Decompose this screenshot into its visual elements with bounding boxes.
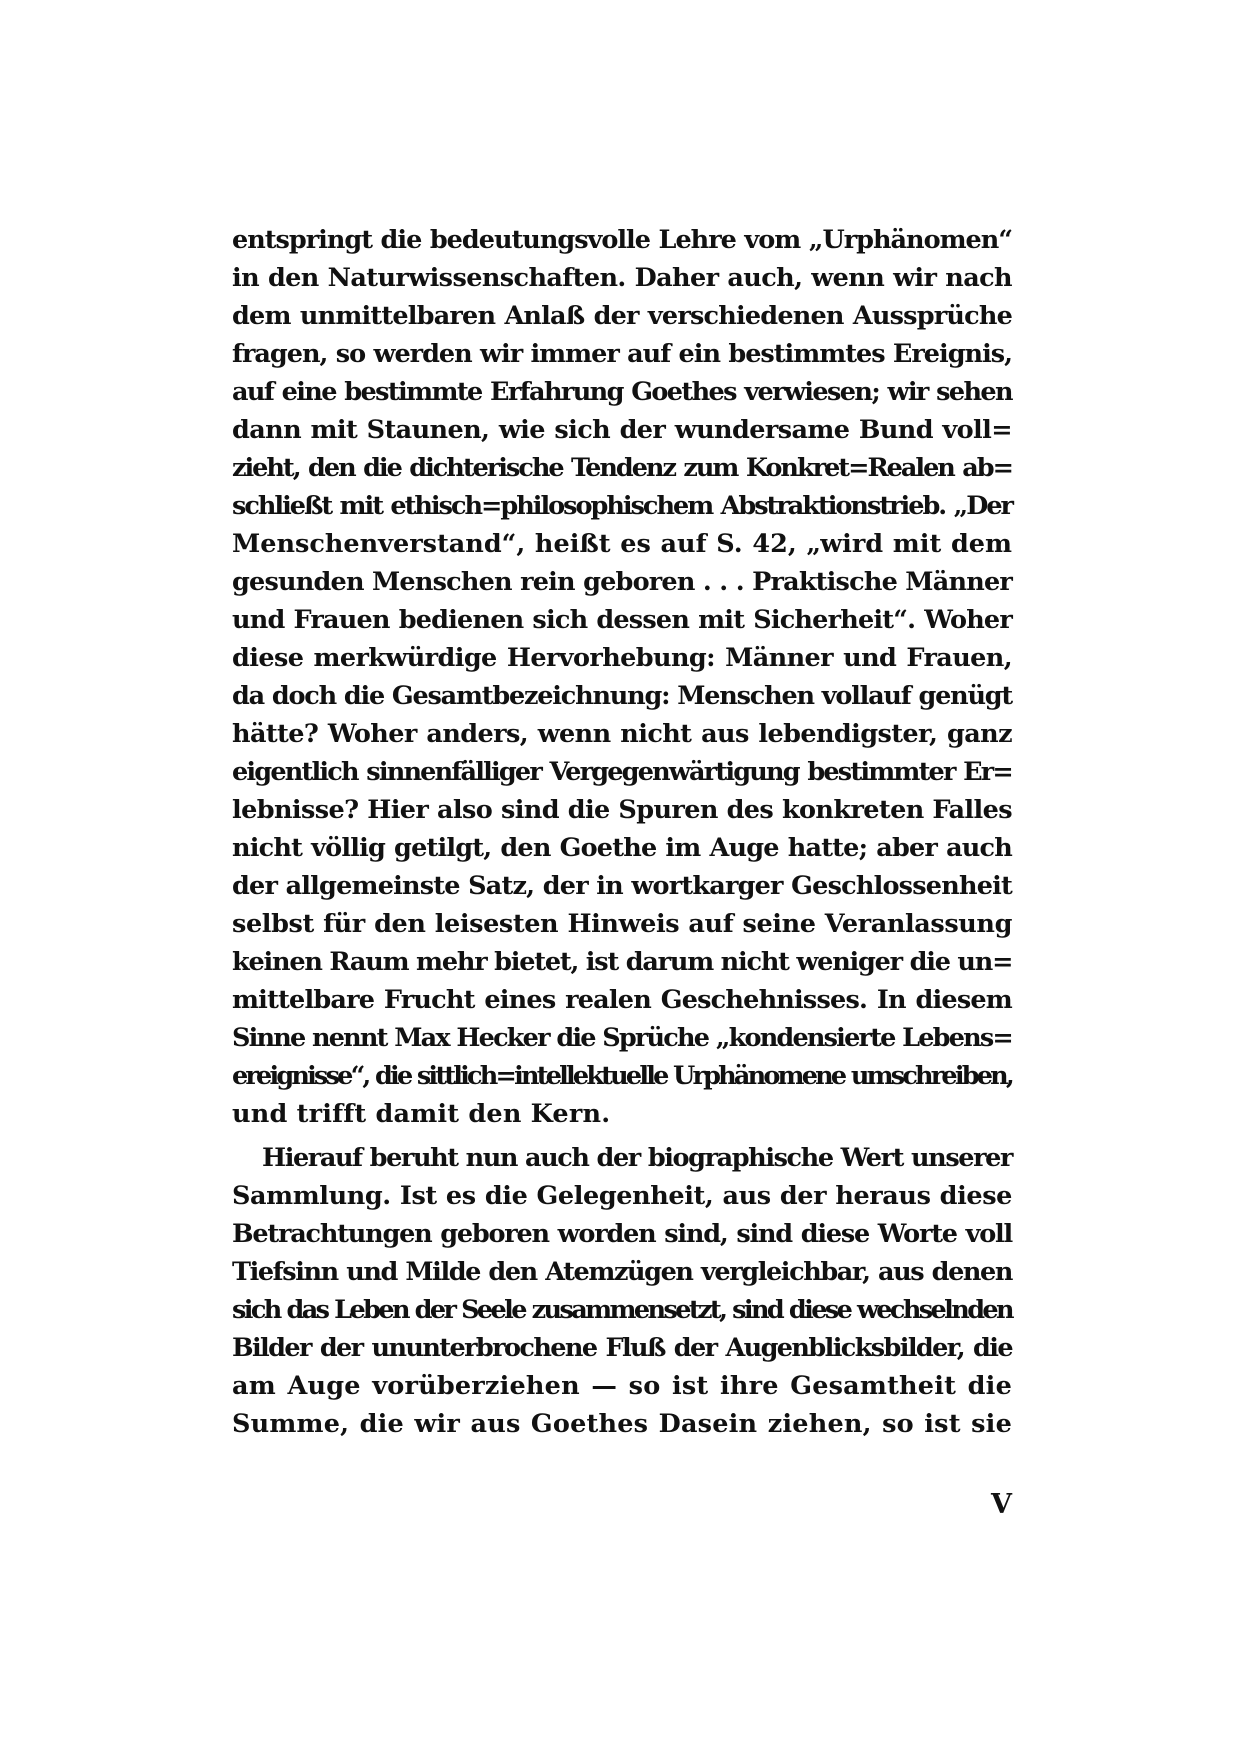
text-line: da doch die Gesamtbezeichnung: Menschen vollauf genügt: [232, 681, 1012, 711]
page-number: V: [991, 1489, 1012, 1520]
text-line: entspringt die bedeutungsvolle Lehre vom „Urphänomen“: [232, 225, 1012, 255]
text-line: auf eine bestimmte Erfahrung Goethes verwiesen; wir sehen: [232, 377, 1012, 407]
text-line: Hierauf beruht nun auch der biographische Wert unserer: [262, 1143, 1012, 1173]
text-line: Tiefsinn und Milde den Atemzügen vergleichbar, aus denen: [232, 1257, 1012, 1287]
text-line: Sinne nennt Max Hecker die Sprüche „kondensierte Lebens=: [232, 1023, 1012, 1053]
text-line: am Auge vorüberziehen — so ist ihre Gesamtheit die: [232, 1371, 1012, 1401]
text-line: dem unmittelbaren Anlaß der verschiedenen Aussprüche: [232, 301, 1012, 331]
text-line: keinen Raum mehr bietet, ist darum nicht weniger die un=: [232, 947, 1013, 977]
body-text: [232, 221, 1012, 1443]
text-line: diese merkwürdige Hervorhebung: Männer und Frauen,: [232, 643, 1012, 673]
text-line: selbst für den leisesten Hinweis auf seine Veranlassung: [232, 909, 1012, 939]
text-line: mittelbare Frucht eines realen Geschehnisses. In diesem: [232, 985, 1012, 1015]
text-line: dann mit Staunen, wie sich der wundersame Bund voll=: [232, 415, 1012, 445]
text-line: Menschenverstand“, heißt es auf S. 42, „wird mit dem: [232, 529, 1012, 559]
text-line: und Frauen bedienen sich dessen mit Sicherheit“. Woher: [232, 605, 1012, 635]
text-line: hätte? Woher anders, wenn nicht aus lebendigster, ganz: [232, 719, 1012, 749]
paragraph-2: [232, 1139, 1012, 1443]
text-line: schließt mit ethisch=philosophischem Abstraktionstrieb. „Der: [232, 491, 1012, 521]
text-line: Bilder der ununterbrochene Fluß der Augenblicksbilder, die: [232, 1333, 1012, 1363]
text-line: zieht, den die dichterische Tendenz zum Konkret=Realen ab=: [232, 453, 1012, 483]
text-line: und trifft damit den Kern.: [232, 1099, 611, 1129]
text-line: Betrachtungen geboren worden sind, sind diese Worte voll: [232, 1219, 1012, 1249]
text-line: in den Naturwissenschaften. Daher auch, wenn wir nach: [232, 263, 1012, 293]
text-line: der allgemeinste Satz, der in wortkarger Geschlossenheit: [232, 871, 1012, 901]
text-line: fragen, so werden wir immer auf ein bestimmtes Ereignis,: [232, 339, 1012, 369]
text-line: gesunden Menschen rein geboren . . . Praktische Männer: [232, 567, 1012, 597]
text-line: Sammlung. Ist es die Gelegenheit, aus der heraus diese: [232, 1181, 1012, 1211]
text-line: lebnisse? Hier also sind die Spuren des konkreten Falles: [232, 795, 1012, 825]
paragraph-1: [232, 221, 1012, 1133]
text-line: ereignisse“, die sittlich=intellektuelle Urphänomene umschreiben,: [232, 1061, 1012, 1091]
text-line: nicht völlig getilgt, den Goethe im Auge hatte; aber auch: [232, 833, 1012, 863]
text-line: eigentlich sinnenfälliger Vergegenwärtigung bestimmter Er=: [232, 757, 1012, 787]
text-line: Summe, die wir aus Goethes Dasein ziehen, so ist sie: [232, 1409, 1012, 1439]
text-line: sich das Leben der Seele zusammensetzt, sind diese wechselnden: [232, 1295, 1012, 1325]
